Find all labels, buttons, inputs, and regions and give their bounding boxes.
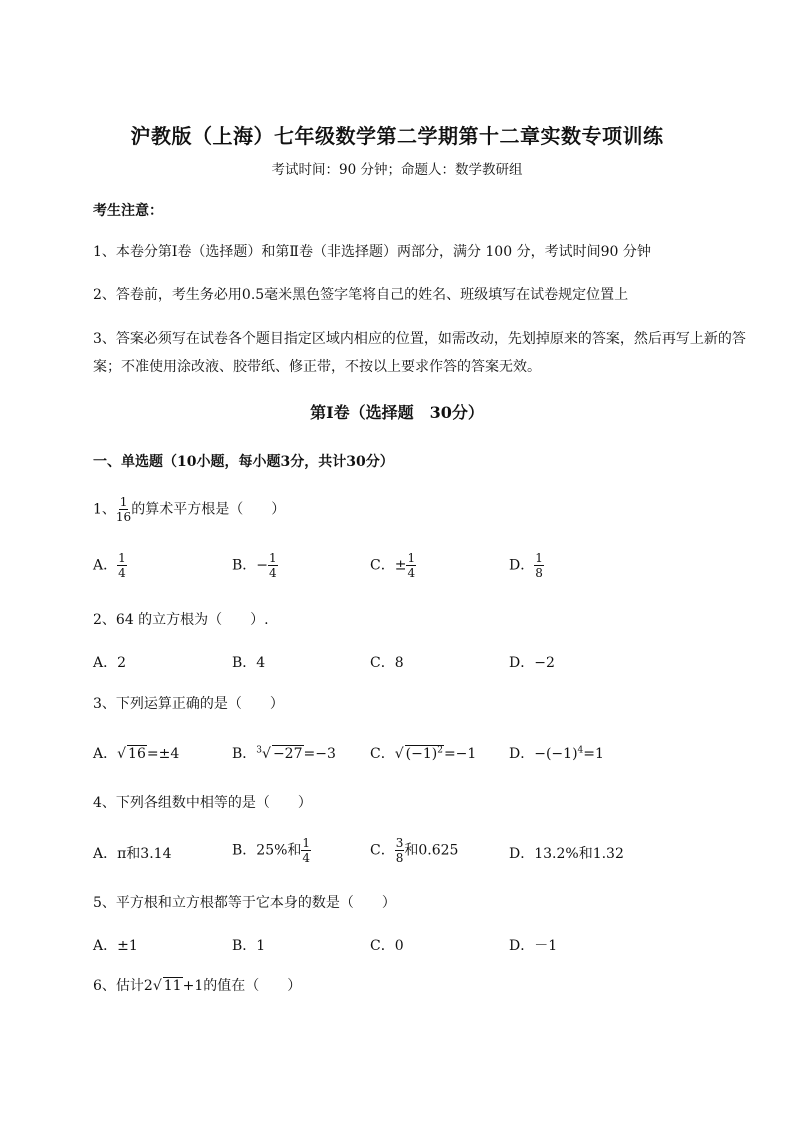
q4-option-d: D．13.2%和1.32 — [509, 846, 624, 862]
note-item-2: 2、答卷前，考生务必用0.5毫米黑色签字笔将自己的姓名、班级填写在试卷规定位置上 — [93, 287, 629, 303]
fraction: $\frac{1}{4}$ — [118, 551, 126, 580]
note-item-3: 3、答案必须写在试卷各个题目指定区域内相应的位置，如需改动，先划掉原来的答案，然后再写上新的答案；不准使用涂改液、胶带纸、修正带，不按以上要求作答的答案无效。 — [93, 331, 746, 375]
q2-option-b: B．4 — [232, 655, 266, 671]
question-1 — [93, 496, 285, 523]
q1-option-c: C．± $\frac{1}{4}$ — [370, 551, 416, 580]
fraction: $\frac{1}{8}$ — [535, 551, 543, 580]
q3-option-b: B．$^3$√ −27=−3 — [232, 745, 336, 762]
q4-option-a: A．π和3.14 — [93, 846, 172, 862]
fraction: $\frac{1}{4}$ — [302, 836, 311, 865]
notes-heading: 考生注意： — [93, 203, 163, 219]
question-3: 3、下列运算正确的是（ ） — [93, 696, 284, 712]
q4-option-b: B．25%和 $\frac{1}{4}$ — [232, 836, 311, 865]
q5-option-b: B．1 — [232, 938, 266, 954]
question-text: 的算术平方根是（ ） — [131, 501, 286, 518]
q3-option-c: C．√ $(-1)^2=-1$ — [370, 745, 477, 762]
part-title: 一、单选题（10小题，每小题3分，共计30分） — [93, 454, 394, 470]
q2-option-a: A．2 — [93, 655, 127, 671]
q5-option-a: A．±1 — [93, 938, 138, 954]
q3-option-d: D．$-(-1)^4=1$ — [509, 745, 604, 762]
question-number: 1、 — [93, 501, 116, 518]
q3-option-a: A．√ 16=±4 — [93, 746, 180, 762]
q1-option-a: A． $\frac{1}{4}$ — [93, 551, 126, 580]
note-item-1: 1、本卷分第Ⅰ卷（选择题）和第Ⅱ卷（非选择题）两部分，满分 100 分，考试时间90 分钟 — [93, 244, 651, 260]
q4-option-c: C． $\frac{3}{8}$ 和0.625 — [370, 836, 459, 865]
q5-option-c: C．0 — [370, 938, 404, 954]
fraction: $\frac{3}{8}$ — [395, 836, 404, 865]
fraction: $\frac{1}{16}$ — [115, 495, 132, 524]
q2-option-c: C．8 — [370, 655, 404, 671]
fraction: $\frac{1}{4}$ — [269, 551, 277, 580]
q1-option-b: B．− $\frac{1}{4}$ — [232, 551, 277, 580]
question-6: 6、估计2√ 11+1的值在（ ） — [93, 978, 302, 994]
question-5: 5、平方根和立方根都等于它本身的数是（ ） — [93, 895, 396, 911]
q2-option-d: D．−2 — [509, 655, 555, 671]
page-title: 沪教版（上海）七年级数学第二学期第十二章实数专项训练 — [130, 124, 664, 148]
section-title: 第Ⅰ卷（选择题 30分） — [310, 403, 484, 422]
page-subtitle: 考试时间：90 分钟；命题人：数学教研组 — [271, 162, 523, 178]
question-4: 4、下列各组数中相等的是（ ） — [93, 795, 312, 811]
fraction: $\frac{1}{4}$ — [407, 551, 416, 580]
q5-option-d: D．－1 — [509, 938, 558, 954]
q1-option-d: D． $\frac{1}{8}$ — [509, 551, 543, 580]
question-2: 2、64 的立方根为（ ）. — [93, 612, 269, 628]
